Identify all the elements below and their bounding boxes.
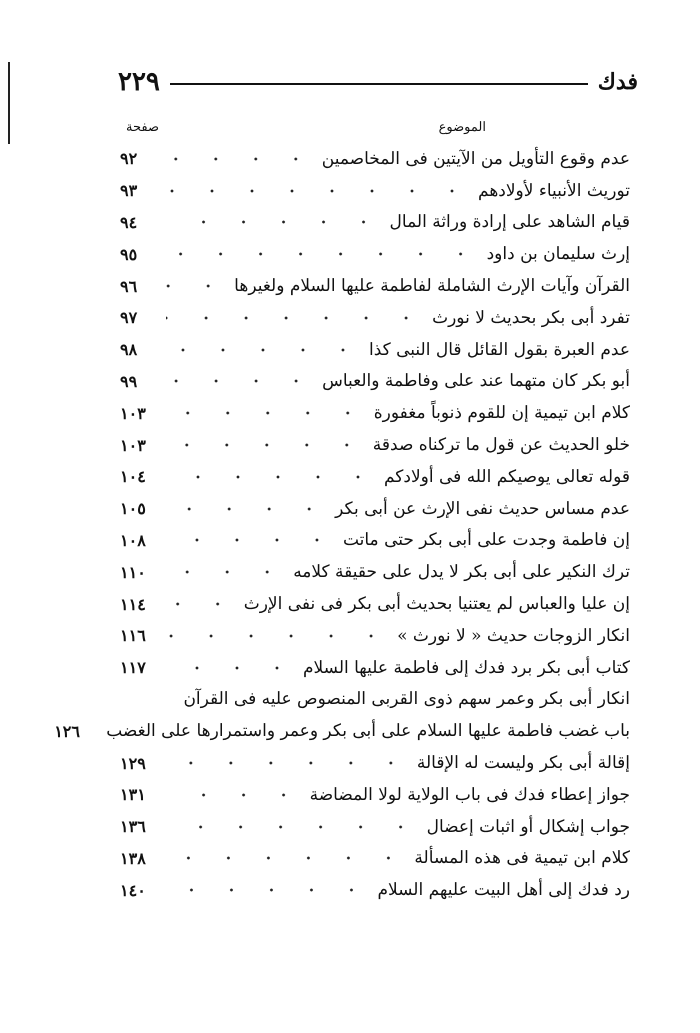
toc-entry-title: قوله تعالى يوصيكم الله فى أولادكم (383, 466, 630, 487)
toc-entry (120, 334, 630, 366)
toc-entry-title: جواز إعطاء فدك فى باب الولاية لولا المضاضة (309, 784, 630, 805)
toc-entry-title: توريث الأنبياء لأولادهم (478, 180, 630, 201)
section-title: فدك (597, 69, 638, 95)
toc-entry-page: ١٣١ (120, 785, 146, 805)
toc-entry-title: قيام الشاهد على إرادة وراثة المال (389, 212, 630, 233)
dot-leader (166, 601, 238, 607)
column-headers (126, 120, 626, 144)
toc-entry-title: عدم العبرة بقول القائل قال النبى كذا (368, 339, 630, 360)
dot-leader (166, 474, 378, 480)
toc-entry-title: أبو بكر كان متهما عند على وفاطمة والعباس (322, 371, 630, 392)
toc-entry (120, 461, 630, 493)
dot-leader (166, 378, 316, 384)
toc-entry-title: كلام ابن تيمية فى هذه المسألة (414, 848, 630, 869)
running-header (118, 62, 638, 102)
toc-entry-title: عدم مساس حديث نفى الإرث عن أبى بكر (335, 498, 630, 519)
dot-leader (166, 188, 472, 194)
toc-entry-title: ترك النكير على أبى بكر لا يدل على حقيقة كلامه (293, 562, 630, 583)
toc-entry-page: ٩٥ (120, 244, 138, 264)
toc-entry (120, 207, 630, 239)
toc-entry-page: ٩٤ (120, 212, 138, 232)
toc-entry-page: ١١٧ (120, 658, 146, 678)
toc-entry (120, 843, 630, 875)
dot-leader (166, 283, 228, 289)
toc-entry-title: خلو الحديث عن قول ما تركناه صدقة (372, 435, 630, 456)
header-rule (170, 83, 588, 85)
toc-entry (120, 747, 630, 779)
toc-entry-page: ١٠٨ (120, 530, 146, 550)
dot-leader (166, 506, 329, 512)
toc-entry-title: إرث سليمان بن داود (486, 244, 630, 265)
toc-entry (120, 652, 630, 684)
toc-entry (120, 366, 630, 398)
toc-entry (120, 302, 630, 334)
toc-entry-page: ١٠٤ (120, 467, 146, 487)
subject-column-header: الموضوع (438, 120, 486, 135)
dot-leader (166, 251, 481, 257)
toc-entry (120, 588, 630, 620)
toc-entry-title: إن عليا والعباس لم يعتنيا بحديث أبى بكر فى نفى الإرث (243, 594, 630, 615)
toc-entry-page: ١٠٣ (120, 403, 146, 423)
toc-entry (120, 493, 630, 525)
toc-entry-title: تفرد أبى بكر بحديث لا نورث (432, 307, 630, 328)
table-of-contents (54, 143, 630, 906)
toc-entry (120, 397, 630, 429)
toc-entry (120, 525, 630, 557)
toc-entry-title: إقالة أبى بكر وليست له الإقالة (416, 753, 630, 774)
toc-entry-title: جواب إشكال أو اثبات إعضال (426, 816, 630, 837)
toc-entry-title: عدم وقوع التأويل من الآيتين فى المخاصمين (321, 148, 630, 169)
dot-leader (166, 792, 304, 798)
dot-leader (166, 569, 287, 575)
toc-entry-page: ١٢٦ (54, 721, 80, 741)
toc-entry-page: ١١٦ (120, 626, 146, 646)
toc-entry-title: باب غضب فاطمة عليها السلام على أبى بكر وعمر واستمرارها على الغضب (106, 721, 630, 742)
dot-leader (166, 537, 337, 543)
toc-entry-page: ٩٩ (120, 371, 138, 391)
toc-entry-page: ١٢٩ (120, 753, 146, 773)
dot-leader (166, 442, 367, 448)
toc-entry-page: ١٣٦ (120, 817, 146, 837)
toc-entry-title: القرآن وآيات الإرث الشاملة لفاطمة عليها السلام ولغيرها (234, 276, 630, 297)
toc-entry-title: رد فدك إلى أهل البيت عليهم السلام (377, 880, 630, 901)
toc-entry-title: انكار الزوجات حديث « لا نورث » (397, 625, 630, 646)
dot-leader (166, 633, 391, 639)
dot-leader (166, 156, 316, 162)
toc-entry (120, 270, 630, 302)
toc-entry (120, 556, 630, 588)
dot-leader (166, 347, 363, 353)
toc-entry (120, 143, 630, 175)
toc-entry-title: انكار أبى بكر وعمر سهم ذوى القربى المنصوص عليه فى القرآن (183, 689, 630, 710)
toc-entry-title: كلام ابن تيمية إن للقوم ذنوباً مغفورة (373, 403, 630, 424)
toc-entry (54, 715, 630, 747)
toc-entry (120, 811, 630, 843)
scan-margin-line (8, 62, 10, 144)
page-number: ٢٢٩ (118, 67, 160, 97)
toc-entry-page: ١١٠ (120, 562, 146, 582)
toc-entry (120, 779, 630, 811)
dot-leader (166, 665, 297, 671)
toc-entry-page: ٩٦ (120, 276, 138, 296)
dot-leader (166, 855, 408, 861)
toc-entry-page: ٩٨ (120, 340, 138, 360)
dot-leader (166, 410, 368, 416)
toc-entry (120, 238, 630, 270)
toc-entry-page: ٩٢ (120, 149, 138, 169)
toc-entry (120, 175, 630, 207)
toc-entry (120, 684, 630, 716)
toc-entry-page: ١١٤ (120, 594, 146, 614)
toc-entry-title: إن فاطمة وجدت على أبى بكر حتى ماتت (342, 530, 630, 551)
toc-entry-page: ١٤٠ (120, 880, 146, 900)
dot-leader (166, 315, 426, 321)
toc-entry-page: ١٣٨ (120, 848, 146, 868)
toc-entry (120, 429, 630, 461)
dot-leader (166, 824, 421, 830)
dot-leader (166, 219, 384, 225)
toc-entry-page: ٩٧ (120, 308, 138, 328)
toc-entry-title: كتاب أبى بكر برد فدك إلى فاطمة عليها السلام (302, 657, 630, 678)
toc-entry-page: ١٠٥ (120, 499, 146, 519)
toc-entry-page: ٩٣ (120, 181, 138, 201)
dot-leader (166, 887, 371, 893)
toc-entry (120, 874, 630, 906)
toc-entry (120, 620, 630, 652)
toc-entry-page: ١٠٣ (120, 435, 146, 455)
page-column-header: صفحة (126, 120, 159, 135)
dot-leader (166, 760, 411, 766)
